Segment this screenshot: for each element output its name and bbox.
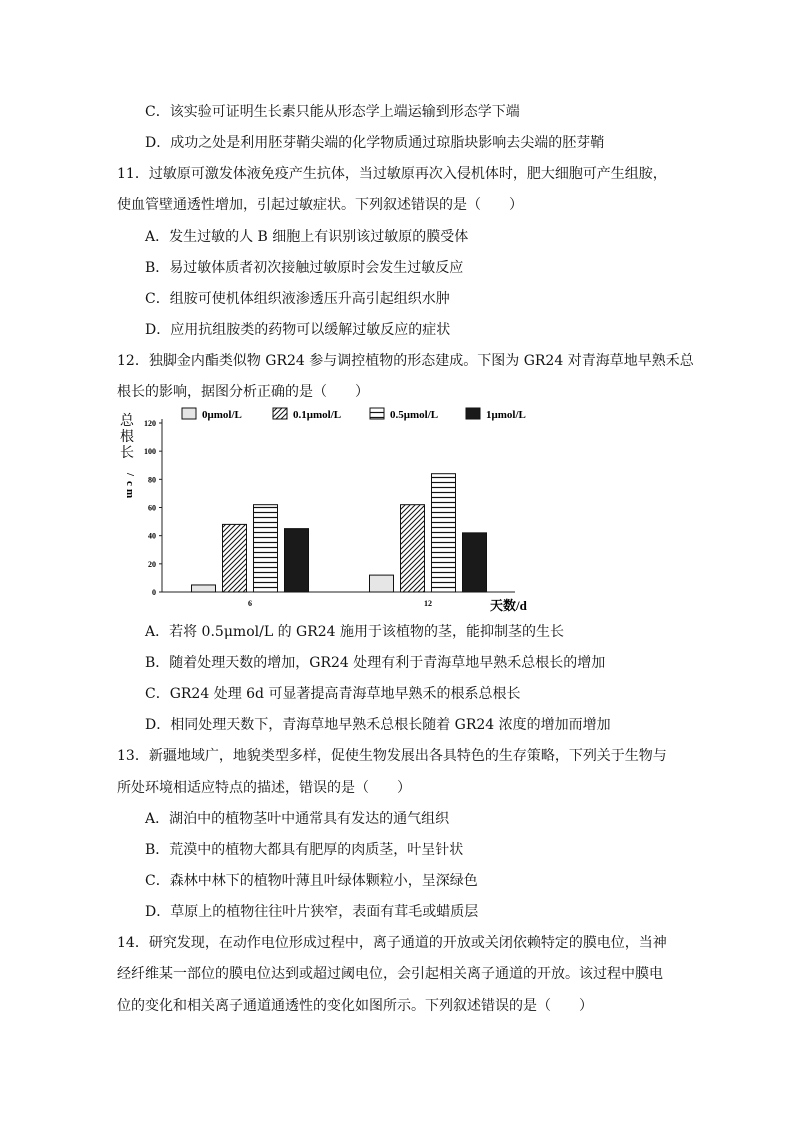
bar [192, 585, 216, 592]
bar [370, 575, 394, 592]
legend-swatch [370, 408, 384, 419]
q11-stem-line2: 使血管壁通透性增加，引起过敏症状。下列叙述错误的是（ ） [117, 197, 523, 213]
q13-stem-line1: 13．新疆地域广，地貌类型多样，促使生物发展出各具特色的生存策略，下列关于生物与 [117, 748, 667, 764]
q12-option-a: A．若将 0.5μmol/L 的 GR24 施用于该植物的茎，能抑制茎的生长 [145, 624, 565, 640]
y-axis-label-char: c [124, 481, 136, 486]
y-tick-label: 20 [148, 559, 156, 569]
q14-stem-line1: 14．研究发现，在动作电位形成过程中，离子通道的开放或关闭依赖特定的膜电位，当神 [117, 935, 667, 951]
y-axis-label-char: / [124, 473, 136, 477]
root-length-chart [110, 405, 540, 615]
q12-option-c: C．GR24 处理 6d 可显著提高青海草地早熟禾的根系总根长 [145, 686, 521, 702]
q13-option-a: A．湖泊中的植物茎叶中通常具有发达的通气组织 [145, 811, 450, 827]
q12-option-d: D．相同处理天数下，青海草地早熟禾总根长随着 GR24 浓度的增加而增加 [145, 717, 611, 733]
bar [223, 524, 247, 592]
q11-option-d: D．应用抗组胺类的药物可以缓解过敏反应的症状 [145, 322, 451, 338]
q13-stem-line2: 所处环境相适应特点的描述，错误的是（ ） [117, 780, 411, 796]
bar [463, 533, 487, 592]
q12-stem-line2: 根长的影响，据图分析正确的是（ ） [117, 384, 369, 400]
y-tick-label: 80 [148, 475, 156, 485]
y-tick-label: 120 [144, 419, 156, 428]
q10-option-d: D．成功之处是利用胚芽鞘尖端的化学物质通过琼脂块影响去尖端的胚芽鞘 [145, 135, 605, 151]
y-axis-label-char: 根 [120, 430, 134, 445]
q11-stem-line1: 11．过敏原可激发体液免疫产生抗体，当过敏原再次入侵机体时，肥大细胞可产生组胺， [117, 166, 667, 182]
legend-label: 0.5μmol/L [390, 409, 439, 421]
y-tick-label: 60 [148, 503, 156, 513]
legend-swatch [182, 408, 196, 419]
q10-option-c: C．该实验可证明生长素只能从形态学上端运输到形态学下端 [145, 104, 520, 120]
q12-stem-line1: 12．独脚金内酯类似物 GR24 参与调控植物的形态建成。下图为 GR24 对青海草地早熟禾总 [117, 353, 694, 369]
bar [401, 505, 425, 592]
y-tick-label: 0 [152, 588, 156, 597]
legend-swatch [273, 408, 287, 419]
q13-option-d: D．草原上的植物往往叶片狭窄，表面有茸毛或蜡质层 [145, 904, 479, 920]
chart-axes [144, 419, 515, 597]
y-axis-label [120, 413, 136, 498]
legend-label: 0μmol/L [202, 409, 242, 421]
bar [254, 505, 278, 592]
legend-label: 0.1μmol/L [293, 409, 342, 421]
x-axis-label: 天数/d [490, 598, 527, 613]
y-axis-label-char: 总 [120, 414, 134, 429]
q14-stem-line2: 经纤维某一部位的膜电位达到或超过阈电位，会引起相关离子通道的开放。该过程中膜电 [117, 966, 663, 982]
q13-option-b: B．荒漠中的植物大都具有肥厚的肉质茎，叶呈针状 [145, 842, 464, 858]
chart-bars [192, 474, 487, 608]
q11-option-b: B．易过敏体质者初次接触过敏原时会发生过敏反应 [145, 260, 464, 276]
q11-option-a: A．发生过敏的人 B 细胞上有识别该过敏原的膜受体 [145, 229, 469, 245]
legend-swatch [466, 408, 480, 419]
q13-option-c: C．森林中林下的植物叶薄且叶绿体颗粒小，呈深绿色 [145, 873, 478, 889]
legend-label: 1μmol/L [486, 409, 526, 421]
x-tick-label: 6 [248, 599, 252, 608]
q12-option-b: B．随着处理天数的增加，GR24 处理有利于青海草地早熟禾总根长的增加 [145, 655, 606, 671]
q11-option-c: C．组胺可使机体组织液渗透压升高引起组织水肿 [145, 291, 450, 307]
y-tick-label: 100 [144, 447, 156, 457]
y-tick-label: 40 [148, 531, 156, 541]
q14-stem-line3: 位的变化和相关离子通道通透性的变化如图所示。下列叙述错误的是（ ） [117, 998, 593, 1014]
x-tick-label: 12 [424, 599, 432, 608]
bar [285, 529, 309, 592]
chart-legend [182, 408, 526, 421]
y-axis-label-char: 长 [120, 446, 134, 461]
bar [432, 474, 456, 592]
y-axis-label-char: m [124, 489, 136, 499]
